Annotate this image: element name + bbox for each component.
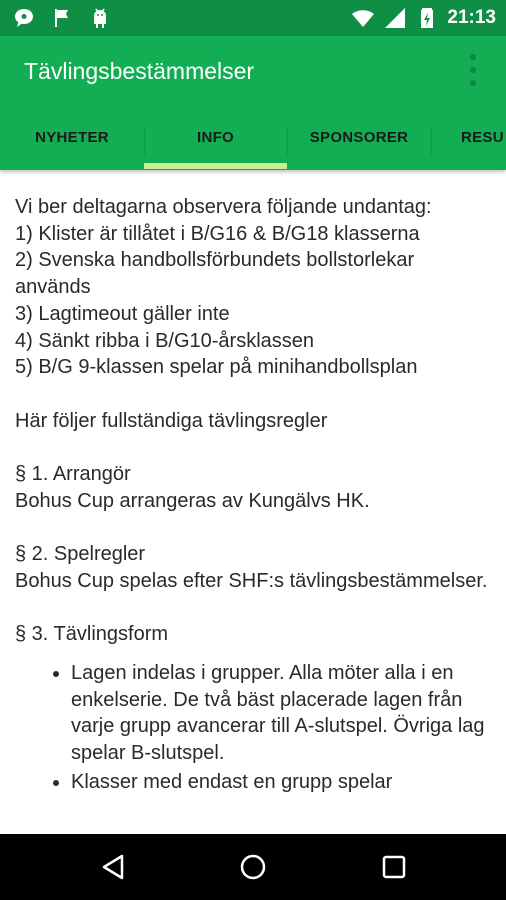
tab-sponsorer[interactable]: SPONSORER bbox=[309, 129, 409, 146]
wifi-icon bbox=[351, 6, 375, 30]
section-text: Bohus Cup spelas efter SHF:s tävlingsbestämmelser. bbox=[15, 569, 488, 592]
section-heading: § 2. Spelregler bbox=[15, 543, 146, 566]
tab-nyheter[interactable]: NYHETER bbox=[35, 129, 109, 146]
app-bar bbox=[0, 36, 506, 170]
section-text: Bohus Cup arrangeras av Kungälvs HK. bbox=[15, 489, 370, 512]
section-heading: § 1. Arrangör bbox=[15, 463, 131, 485]
chat-bubble-icon bbox=[12, 6, 36, 30]
list-item: • Lagen indelas i grupper. Alla möter alla i en enkelserie. De två bäst placerade lagen från varje grupp avancerar till A-slutspel. Övriga lag spelar B-slutspel. bbox=[71, 660, 492, 767]
system-icons bbox=[351, 6, 496, 30]
home-icon[interactable] bbox=[238, 852, 268, 882]
battery-icon bbox=[415, 6, 439, 30]
exception-item: 2) Svenska handbollsförbundets bollstorlekar används bbox=[15, 249, 415, 299]
overflow-menu-icon[interactable] bbox=[468, 54, 478, 86]
bullet-list bbox=[15, 660, 492, 796]
exception-item: 3) Lagtimeout gäller inte bbox=[15, 302, 230, 325]
page-title: Tävlingsbestämmelser bbox=[24, 58, 255, 84]
recents-icon[interactable] bbox=[379, 852, 409, 882]
info-content[interactable] bbox=[0, 170, 506, 834]
status-bar bbox=[0, 0, 506, 36]
notification-icons bbox=[12, 6, 112, 30]
signal-icon bbox=[383, 6, 407, 30]
status-time: 21:13 bbox=[447, 7, 496, 28]
list-item: • Klasser med endast en grupp spelar bbox=[71, 769, 492, 796]
navigation-bar bbox=[0, 834, 506, 900]
exception-item: 5) B/G 9-klassen spelar på minihandbollsplan bbox=[15, 356, 418, 379]
exception-item: 4) Sänkt ribba i B/G10-årsklassen bbox=[15, 329, 315, 352]
back-icon[interactable] bbox=[98, 852, 128, 882]
intro-text: Vi ber deltagarna observera följande undantag: bbox=[15, 196, 432, 218]
section-heading: § 3. Tävlingsform bbox=[15, 623, 169, 646]
android-icon bbox=[88, 6, 112, 30]
tab-resultat[interactable]: RESU bbox=[461, 129, 504, 146]
selected-tab-indicator bbox=[144, 163, 287, 169]
rules-intro: Här följer fullständiga tävlingsregler bbox=[15, 409, 328, 432]
exception-item: 1) Klister är tillåtet i B/G16 & B/G18 klasserna bbox=[15, 222, 420, 245]
tab-info[interactable]: INFO bbox=[196, 129, 235, 146]
flag-icon bbox=[50, 6, 74, 30]
